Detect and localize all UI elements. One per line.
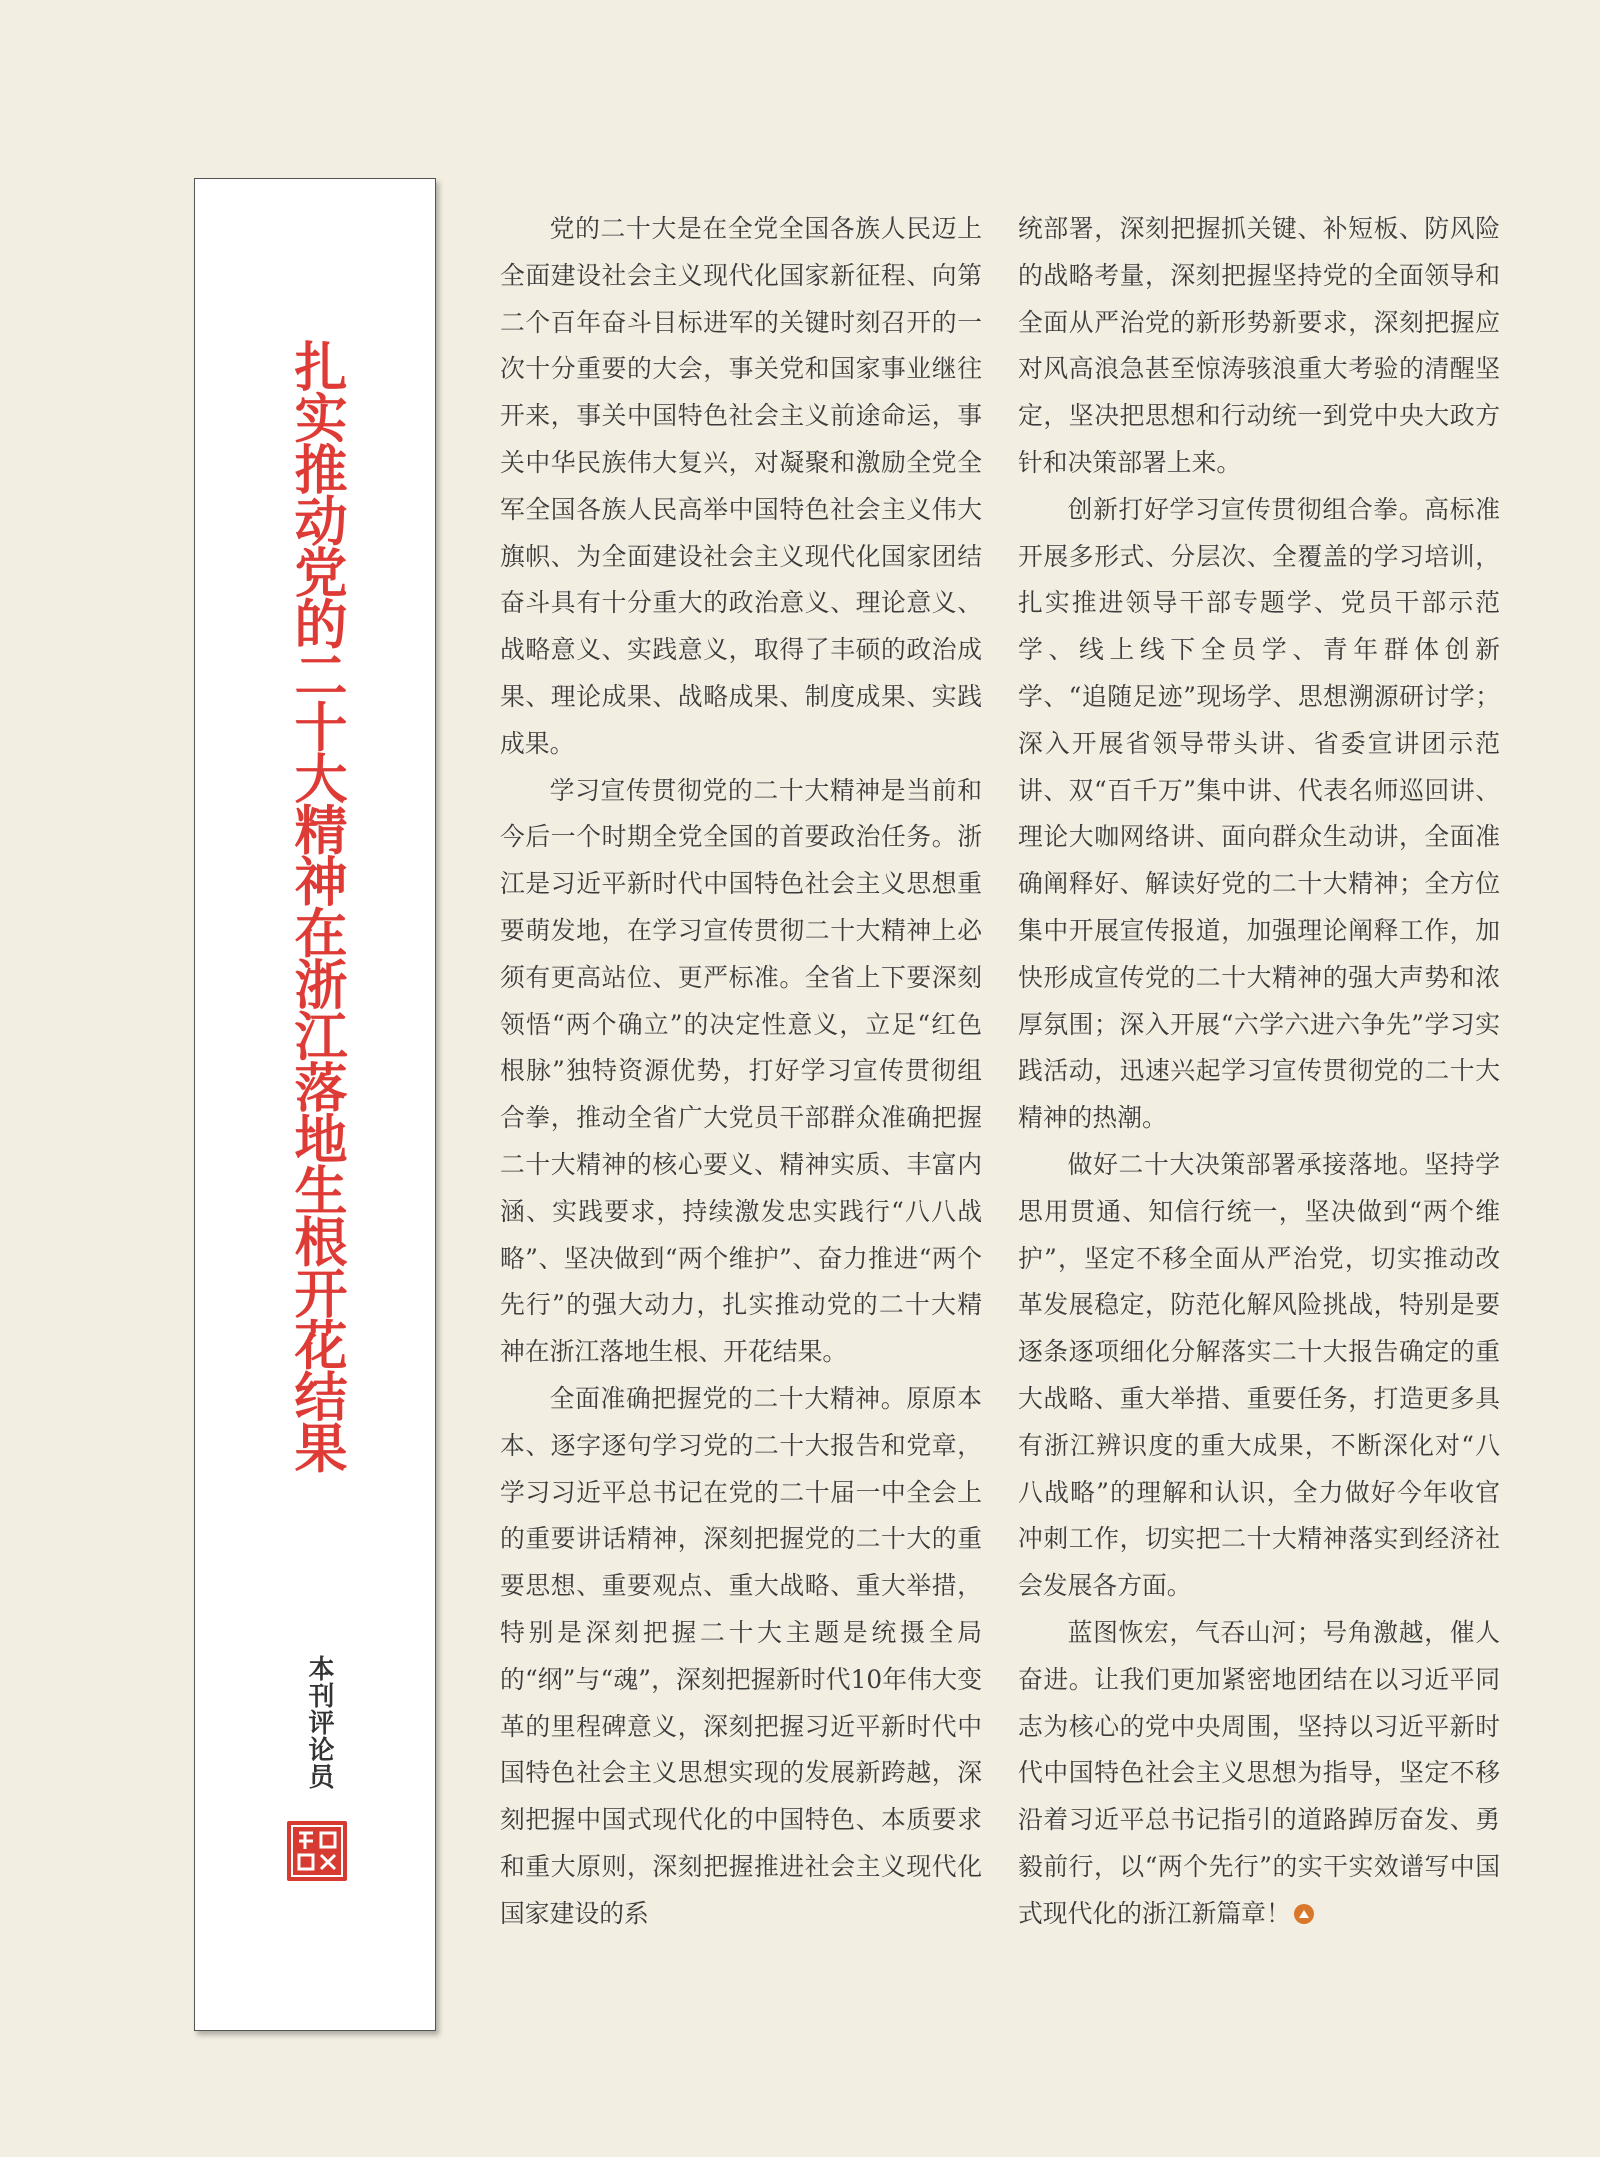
title-card (194, 178, 436, 2031)
paragraph-6-text: 蓝图恢宏，气吞山河；号角激越，催人奋进。让我们更加紧密地团结在以习近平同志为核心的党中央周围，坚持以习近平新时代中国特色社会主义思想为指导，坚定不移沿着习近平总书记指引的道路踔厉奋发、勇毅前行，以“两个先行”的实干实效谱写中国式现代化的浙江新篇章！ (1018, 1617, 1500, 1928)
paragraph-6 (1018, 1610, 1500, 1938)
paragraph-1: 党的二十大是在全党全国各族人民迈上全面建设社会主义现代化国家新征程、向第二个百年奋斗目标进军的关键时刻召开的一次十分重要的大会，事关党和国家事业继往开来，事关中国特色社会主义前途命运，事关中华民族伟大复兴，对凝聚和激励全党全军全国各族人民高举中国特色社会主义伟大旗帜、为全面建设社会主义现代化国家团结奋斗具有十分重大的政治意义、理论意义、战略意义、实践意义，取得了丰硕的政治成果、理论成果、战略成果、制度成果、实践成果。 (500, 214, 982, 758)
body-column-right (1018, 206, 1500, 1937)
article-title: 扎实推动党的二十大精神在浙江落地生根开花结果 (286, 339, 347, 1472)
body-column-left (500, 206, 982, 1937)
paragraph-4: 创新打好学习宣传贯彻组合拳。高标准开展多形式、分层次、全覆盖的学习培训，扎实推进领导干部专题学、党员干部示范学、线上线下全员学、青年群体创新学、“追随足迹”现场学、思想溯源研讨学；深入开展省领导带头讲、省委宣讲团示范讲、双“百千万”集中讲、代表名师巡回讲、理论大咖网络讲、面向群众生动讲，全面准确阐释好、解读好党的二十大精神；全方位集中开展宣传报道，加强理论阐释工作，加快形成宣传党的二十大精神的强大声势和浓厚氛围；深入开展“六学六进六争先”学习实践活动，迅速兴起学习宣传贯彻党的二十大精神的热潮。 (1018, 494, 1500, 1133)
paragraph-3-continued: 统部署，深刻把握抓关键、补短板、防风险的战略考量，深刻把握坚持党的全面领导和全面从严治党的新形势新要求，深刻把握应对风高浪急甚至惊涛骇浪重大考验的清醒坚定，坚决把思想和行动统一到党中央大政方针和决策部署上来。 (1018, 214, 1500, 477)
paragraph-5: 做好二十大决策部署承接落地。坚持学思用贯通、知信行统一，坚决做到“两个维护”，坚定不移全面从严治党，切实推动改革发展稳定，防范化解风险挑战，特别是要逐条逐项细化分解落实二十大报告确定的重大战略、重大举措、重要任务，打造更多具有浙江辨识度的重大成果，不断深化对“八八战略”的理解和认识，全力做好今年收官冲刺工作，切实把二十大精神落实到经济社会发展各方面。 (1018, 1149, 1500, 1601)
end-mark-icon (1294, 1904, 1314, 1924)
paragraph-2: 学习宣传贯彻党的二十大精神是当前和今后一个时期全党全国的首要政治任务。浙江是习近平新时代中国特色社会主义思想重要萌发地，在学习宣传贯彻二十大精神上必须有更高站位、更严标准。全省上下要深刻领悟“两个确立”的决定性意义，立足“红色根脉”独特资源优势，打好学习宣传贯彻组合拳，推动全省广大党员干部群众准确把握二十大精神的核心要义、精神实质、丰富内涵、实践要求，持续激发忠实践行“八八战略”、坚决做到“两个维护”、奋力推进“两个先行”的强大动力，扎实推动党的二十大精神在浙江落地生根、开花结果。 (500, 775, 982, 1367)
seal-stamp-icon (285, 1819, 349, 1883)
paragraph-3: 全面准确把握党的二十大精神。原原本本、逐字逐句学习党的二十大报告和党章，学习习近平总书记在党的二十届一中全会上的重要讲话精神，深刻把握党的二十大的重要思想、重要观点、重大战略、重大举措，特别是深刻把握二十大主题是统摄全局的“纲”与“魂”，深刻把握新时代10年伟大变革的里程碑意义，深刻把握习近平新时代中国特色社会主义思想实现的发展新跨越，深刻把握中国式现代化的中国特色、本质要求和重大原则，深刻把握推进社会主义现代化国家建设的系 (500, 1383, 982, 1928)
author-byline: 本刊评论员 (304, 1655, 334, 1790)
